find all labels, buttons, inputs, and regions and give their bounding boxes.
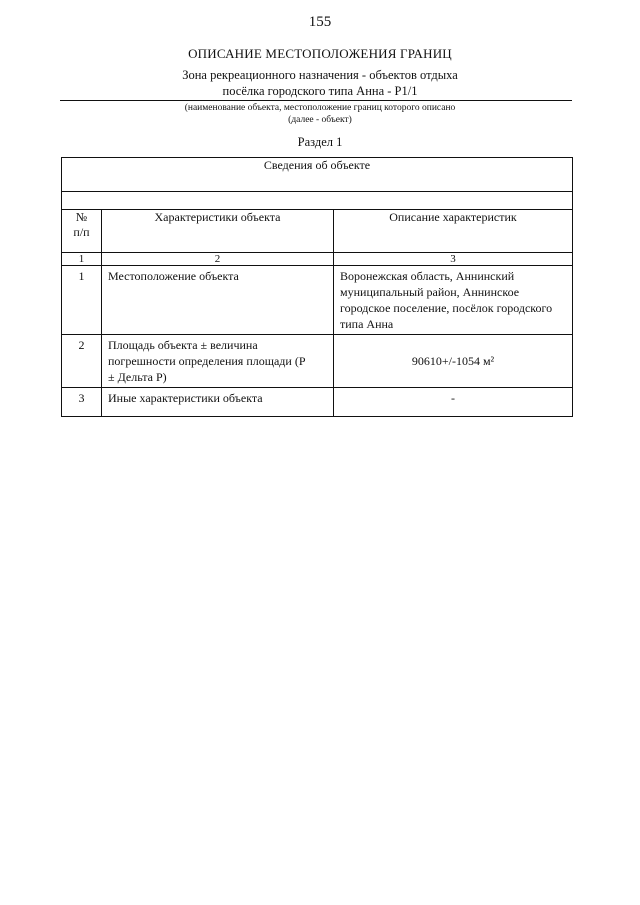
table-spacer-cell <box>62 192 573 210</box>
table-row <box>62 266 573 335</box>
caption-line-2: (далее - объект) <box>288 115 352 125</box>
column-header-number <box>62 210 102 253</box>
row-characteristic <box>102 388 334 417</box>
object-name-underline <box>60 100 572 101</box>
section-title: Раздел 1 <box>297 135 343 149</box>
row-characteristic-text: Иные характеристики объекта <box>108 391 263 405</box>
table-spacer-row <box>62 192 573 210</box>
row-description <box>334 266 573 335</box>
column-header-characteristic: Характеристики объекта <box>102 210 334 253</box>
row-description-text: 90610+/-1054 м² <box>411 354 495 368</box>
column-header-number-line-1: № <box>75 210 88 224</box>
column-number-3: 3 <box>334 253 573 266</box>
table-column-numbers <box>62 253 573 266</box>
row-description <box>334 335 573 388</box>
column-header-description: Описание характеристик <box>334 210 573 253</box>
row-characteristic <box>102 266 334 335</box>
row-number <box>62 335 102 388</box>
row-number-text: 1 <box>78 269 85 283</box>
object-info-table <box>61 157 573 417</box>
table-header-row <box>62 158 573 192</box>
object-name-line-1: Зона рекреационного назначения - объектов отдыха <box>182 68 458 82</box>
row-description-text: - <box>451 391 455 405</box>
column-header-number-line-2: п/п <box>73 225 90 239</box>
page-number: 155 <box>308 14 332 30</box>
caption-line-1: (наименование объекта, местоположение границ которого описано <box>184 103 456 113</box>
row-number <box>62 266 102 335</box>
row-characteristic <box>102 335 334 388</box>
row-description <box>334 388 573 417</box>
object-name <box>0 67 640 99</box>
column-number-1: 1 <box>62 253 102 266</box>
table-header: Сведения об объекте <box>62 158 573 192</box>
row-number <box>62 388 102 417</box>
table-row <box>62 335 573 388</box>
table-row <box>62 388 573 417</box>
row-characteristic-text: Местоположение объекта <box>108 269 239 283</box>
object-name-line-2: посёлка городского типа Анна - Р1/1 <box>222 84 418 98</box>
column-number-2: 2 <box>102 253 334 266</box>
row-number-text: 2 <box>78 338 85 352</box>
object-name-caption <box>0 102 640 126</box>
row-description-text: Воронежская область, Аннинский муниципальный район, Аннинское городское поселение, посёлок городского типа Анна <box>340 269 553 331</box>
row-number-text: 3 <box>78 391 85 405</box>
row-characteristic-text: Площадь объекта ± величина погрешности определения площади (Р ± Дельта Р) <box>108 338 306 384</box>
table-column-headers <box>62 210 573 253</box>
document-title: ОПИСАНИЕ МЕСТОПОЛОЖЕНИЯ ГРАНИЦ <box>188 46 452 61</box>
